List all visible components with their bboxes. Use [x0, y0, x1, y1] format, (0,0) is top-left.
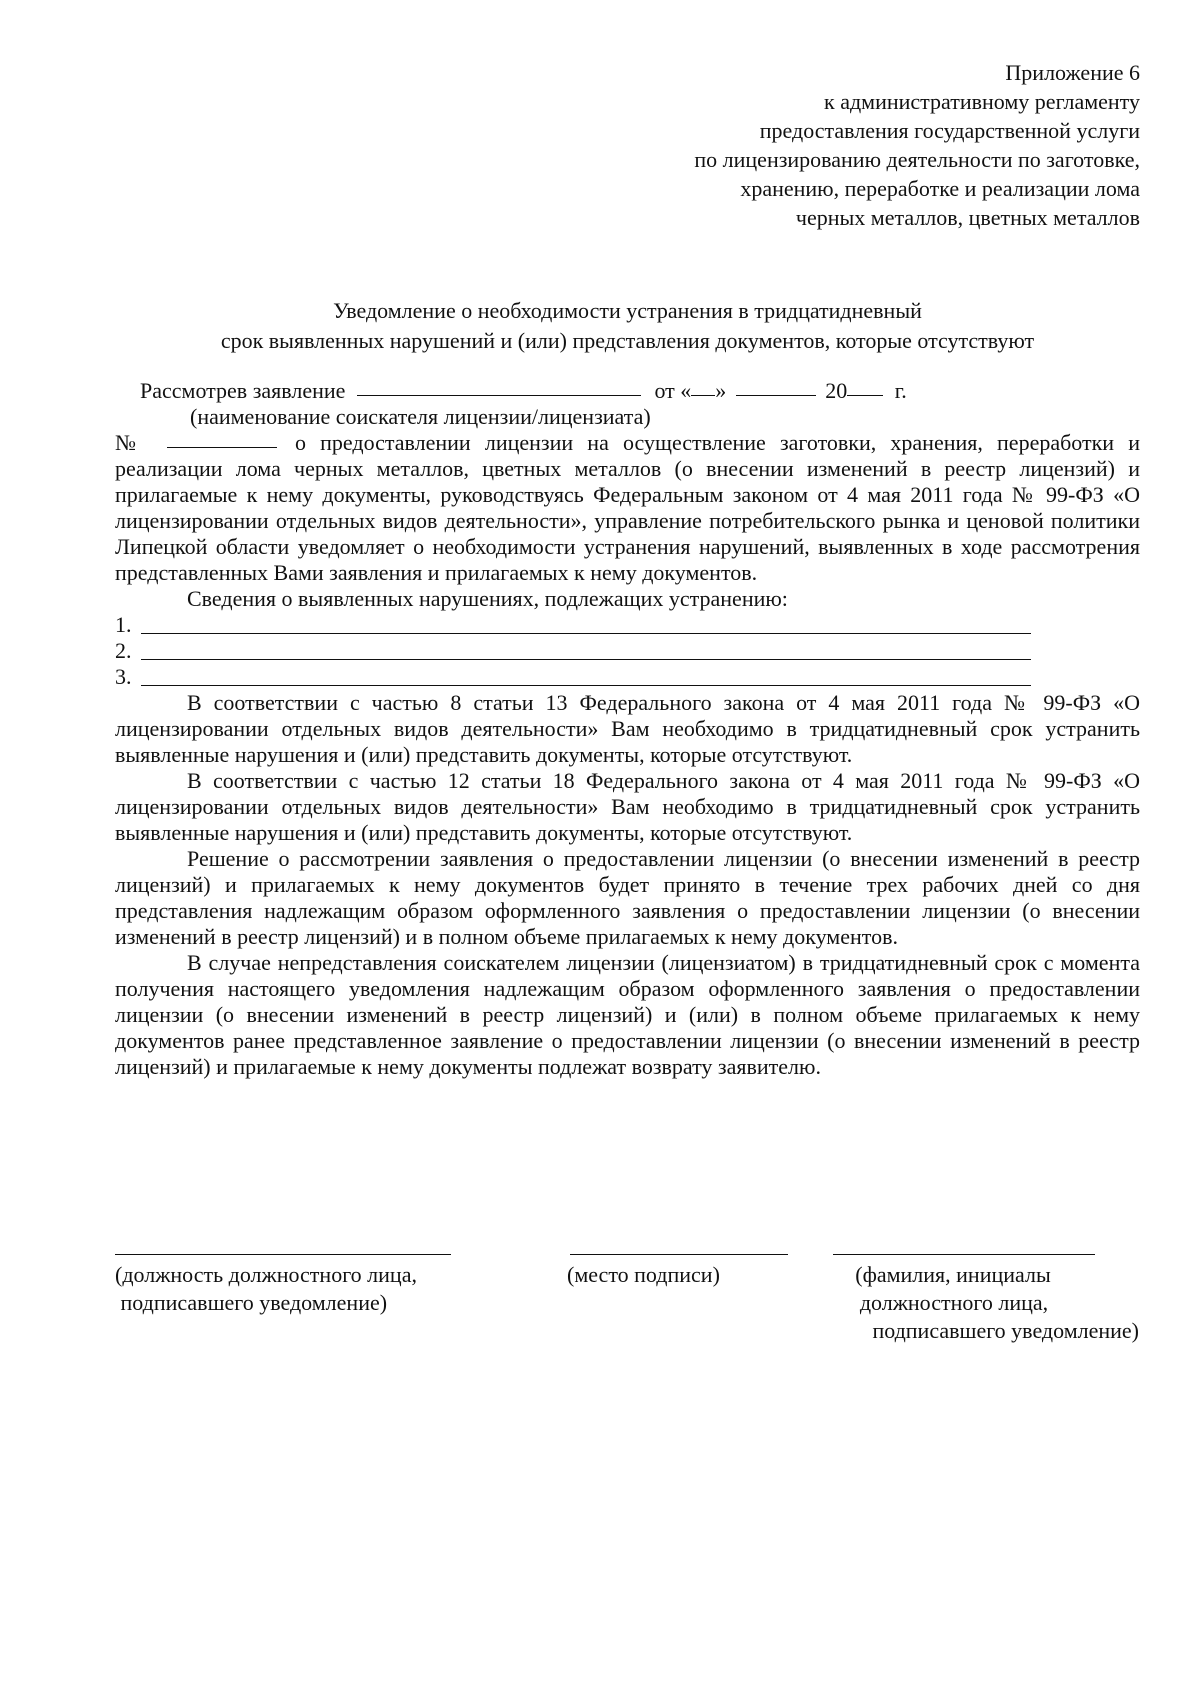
number-sign: №: [115, 430, 145, 455]
appendix-line: по лицензированию деятельности по заготовке,: [694, 147, 1140, 172]
violation-blank: [141, 614, 1031, 634]
paragraph-return: В случае непредставления соискателем лицензии (лицензиатом) в тридцатидневный срок с момента получения настоящего уведомления надлежащим образом оформленного заявления о предоставлении лицензии (о внесении изменений в реестр лицензий) и (или) в полном объеме прилагаемых к нему документов ранее представленное заявление о предоставлении лицензии (о внесении изменений в реестр лицензий) и прилагаемые к нему документы подлежат возврату заявителю.: [115, 950, 1140, 1079]
violation-blank: [141, 666, 1031, 686]
appendix-line: черных металлов, цветных металлов: [795, 205, 1140, 230]
appendix-line: предоставления государственной услуги: [759, 118, 1140, 143]
day-blank: [691, 394, 715, 396]
number-blank: [167, 446, 277, 448]
violations-heading: Сведения о выявленных нарушениях, подлежащих устранению:: [187, 586, 788, 611]
name-caption-line: (фамилия, инициалы: [855, 1262, 1051, 1287]
date-from: от «: [654, 378, 692, 403]
title-line-1: Уведомление о необходимости устранения в тридцатидневный: [333, 298, 922, 323]
violation-row: [115, 664, 1140, 690]
position-caption: [115, 1261, 417, 1317]
signature-block: [115, 1253, 1140, 1363]
paragraph-part-12: В соответствии с частью 12 статьи 18 Федерального закона от 4 мая 2011 года № 99-ФЗ «О лицензировании отдельных видов деятельности» Вам необходимо в тридцатидневный срок устранить выявленные нарушения и (или) представить документы, которые отсутствуют.: [115, 768, 1140, 845]
paragraph-part-8: В соответствии с частью 8 статьи 13 Федерального закона от 4 мая 2011 года № 99-ФЗ «О лицензировании отдельных видов деятельности» Вам необходимо в тридцатидневный срок устранить выявленные нарушения и (или) представить документы, которые отсутствуют.: [115, 690, 1140, 767]
violation-row: [115, 612, 1140, 638]
paragraph-decision: Решение о рассмотрении заявления о предоставлении лицензии (о внесении изменений в реестр лицензий) и прилагаемых к нему документов будет принято в течение трех рабочих дней со дня представления надлежащим образом оформленного заявления о предоставлении лицензии (о внесении изменений в реестр лицензий) и в полном объеме прилагаемых к нему документов.: [115, 846, 1140, 949]
appendix-line: хранению, переработке и реализации лома: [740, 176, 1140, 201]
violation-row: [115, 638, 1140, 664]
applicant-blank: [357, 394, 641, 396]
violation-blank: [141, 640, 1031, 660]
position-caption-line: (должность должностного лица,: [115, 1262, 417, 1287]
appendix-line: Приложение 6: [1005, 60, 1140, 85]
applicant-hint: (наименование соискателя лицензии/лицензиата): [190, 404, 651, 429]
name-caption: [823, 1261, 1139, 1345]
violation-number: 1.: [115, 612, 132, 637]
main-paragraph: [115, 430, 1140, 586]
review-prefix: Рассмотрев заявление: [140, 378, 346, 403]
appendix-line: к административному регламенту: [824, 89, 1140, 114]
place-caption: (место подписи): [567, 1262, 720, 1287]
name-caption-line: подписавшего уведомление): [872, 1318, 1139, 1343]
position-signature-line: [115, 1253, 451, 1255]
violation-number: 2.: [115, 638, 132, 663]
position-caption-line: подписавшего уведомление): [115, 1290, 388, 1315]
year-prefix: 20: [825, 378, 848, 403]
month-blank: [736, 394, 816, 396]
year-blank: [847, 394, 883, 396]
main-paragraph-text: о предоставлении лицензии на осуществление заготовки, хранения, переработки и реализации лома черных металлов, цветных металлов (о внесении изменений в реестр лицензий) и прилагаемые к нему документы, руководствуясь Федеральным законом от 4 мая 2011 года № 99-ФЗ «О лицензировании отдельных видов деятельности», управление потребительского рынка и ценовой политики Липецкой области уведомляет о необходимости устранения нарушений, выявленных в ходе рассмотрения представленных Вами заявления и прилагаемых к нему документов.: [115, 430, 1141, 585]
name-signature-line: [833, 1253, 1095, 1255]
review-line: [140, 378, 1140, 404]
year-suffix: г.: [894, 378, 907, 403]
document-body: [115, 378, 1140, 1080]
date-quote-close: »: [715, 378, 727, 403]
appendix-header: [580, 58, 1140, 232]
place-signature-line: [570, 1253, 788, 1255]
violation-number: 3.: [115, 664, 132, 689]
document-title: [115, 296, 1140, 356]
title-line-2: срок выявленных нарушений и (или) представления документов, которые отсутствуют: [220, 328, 1035, 353]
name-caption-line: должностного лица,: [859, 1290, 1049, 1315]
